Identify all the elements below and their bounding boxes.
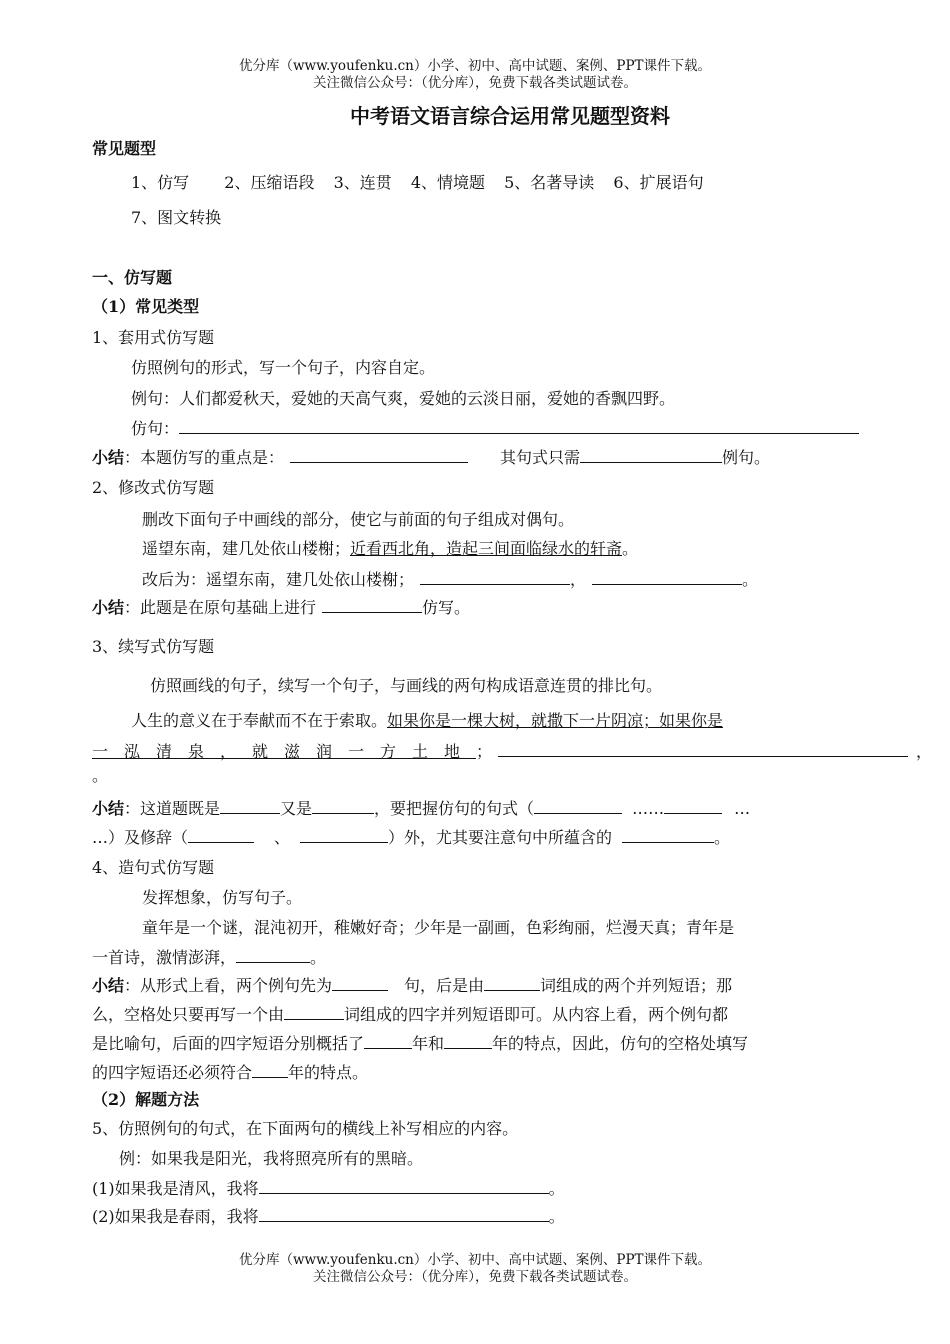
fill-blank[interactable] (284, 1003, 344, 1020)
question-text: (2)如果我是春雨，我将 (92, 1207, 259, 1226)
revised-line (142, 568, 758, 591)
answer-line (92, 1205, 565, 1228)
punctuation: ， (570, 570, 587, 589)
question-title: 2、修改式仿写题 (92, 478, 215, 497)
fill-blank[interactable] (444, 1032, 492, 1049)
fill-blank[interactable] (236, 946, 310, 963)
footer-line-2: 关注微信公众号：（优分库），免费下载各类试题试卷。 (313, 1269, 637, 1285)
header-line-1: 优分库（www.youfenku.cn）小学、初中、高中试题、案例、PPT课件下载。 (238, 58, 712, 74)
summary-text: …… (632, 799, 665, 818)
type-item: 2、压缩语段 (224, 173, 315, 192)
page-title: 中考语文语言综合运用常见题型资料 (350, 104, 670, 128)
answer-label: 仿句： (131, 419, 180, 438)
summary-label: 小结 (92, 598, 125, 617)
overview-types-row-1 (131, 172, 704, 194)
fill-blank[interactable] (322, 596, 422, 613)
fill-blank[interactable] (622, 826, 714, 843)
summary-text: ：这道题既是 (124, 799, 221, 818)
footer-line-1: 优分库（www.youfenku.cn）小学、初中、高中试题、案例、PPT课件下载。 (238, 1252, 712, 1268)
instruction: 仿照画线的句子，续写一个句子，与画线的两句构成语意连贯的排比句。 (150, 676, 663, 695)
fill-blank[interactable] (498, 740, 908, 757)
summary-line (92, 1032, 748, 1055)
fill-blank[interactable] (312, 797, 374, 814)
summary-line (92, 446, 770, 469)
header-line-2: 关注微信公众号：（优分库），免费下载各类试题试卷。 (313, 75, 637, 91)
punctuation: 。 (548, 1207, 565, 1226)
punctuation: 。 (742, 570, 759, 589)
summary-text: 词组成的四字并列短语即可。从内容上看，两个例句都 (344, 1005, 729, 1024)
instruction: 发挥想象，仿写句子。 (142, 888, 303, 907)
question-text: (1)如果我是清风，我将 (92, 1179, 259, 1198)
fill-blank[interactable] (252, 1061, 288, 1078)
summary-text: ：从形式上看，两个例句先为 (124, 976, 333, 995)
question-title: 4、造句式仿写题 (92, 858, 215, 877)
punctuation: 。 (92, 766, 109, 785)
section-heading: 一、仿写题 (92, 268, 173, 287)
instruction: 删改下面句子中画线的部分，使它与前面的句子组成对偶句。 (142, 510, 575, 529)
fill-blank[interactable] (580, 446, 722, 463)
answer-line (92, 1177, 565, 1200)
summary-text: ）外，尤其要注意句中所蕴含的 (388, 828, 613, 847)
example-sentence: 例：如果我是阳光，我将照亮所有的黑暗。 (119, 1149, 424, 1168)
sentence-text: 。 (622, 539, 639, 558)
summary-text: … (734, 799, 751, 818)
summary-text: 仿写。 (422, 598, 471, 617)
sentence-text: 遥望东南，建几处依山楼榭； (142, 539, 351, 558)
fill-blank[interactable] (188, 826, 254, 843)
type-item: 7、图文转换 (131, 208, 222, 227)
summary-text: 例句。 (722, 448, 771, 467)
answer-blank[interactable] (259, 1205, 549, 1222)
example-sentence: 例句：人们都爱秋天，爱她的天高气爽，爱她的云淡日丽，爱她的香飘四野。 (131, 389, 676, 408)
sentence-text: 人生的意义在于奉献而不在于索取。 (131, 711, 388, 730)
summary-label: 小结 (92, 799, 125, 818)
summary-text: 。 (714, 828, 731, 847)
fill-blank[interactable] (290, 446, 468, 463)
punctuation: ， (916, 742, 933, 761)
summary-text: 又是 (280, 799, 313, 818)
summary-text: …）及修辞（ (92, 828, 189, 847)
paragraph-line (92, 946, 326, 969)
punctuation: 。 (310, 948, 327, 967)
summary-text: 年的特点。 (288, 1063, 369, 1082)
summary-line (92, 974, 732, 997)
type-item: 1、仿写 (131, 173, 190, 192)
summary-label: 小结 (92, 976, 125, 995)
underlined-text: 一泓清泉，就滋润一方土地 (92, 742, 477, 761)
summary-text: ：本题仿写的重点是： (124, 448, 285, 467)
sentence-line-2 (92, 740, 933, 763)
fill-blank[interactable] (420, 568, 570, 585)
summary-text: ，要把握仿句的句式（ (374, 799, 535, 818)
summary-text: ：此题是在原句基础上进行 (124, 598, 317, 617)
answer-blank[interactable] (179, 417, 859, 434)
type-item: 4、情境题 (410, 173, 486, 192)
summary-label: 小结 (92, 448, 125, 467)
revised-label: 改后为：遥望东南，建几处依山楼榭； (142, 570, 415, 589)
subsection-heading: （2）解题方法 (92, 1090, 200, 1109)
summary-line (92, 1061, 368, 1084)
type-item: 6、扩展语句 (613, 173, 704, 192)
summary-text: 句，后是由 (404, 976, 485, 995)
summary-text: 么，空格处只要再写一个由 (92, 1005, 285, 1024)
sentence-line-1 (131, 710, 723, 732)
summary-text: 年的特点，因此，仿句的空格处填写 (492, 1034, 749, 1053)
question-title: 3、续写式仿写题 (92, 637, 215, 656)
fill-blank[interactable] (484, 974, 540, 991)
overview-heading: 常见题型 (92, 139, 157, 158)
type-item: 5、名著导读 (504, 173, 595, 192)
summary-text: 词组成的两个并列短语；那 (540, 976, 733, 995)
answer-blank[interactable] (259, 1177, 549, 1194)
fill-blank[interactable] (300, 826, 388, 843)
summary-line-cont (92, 826, 730, 849)
underlined-text: 近看西北角，造起三间面临绿水的轩斋 (350, 539, 623, 558)
type-item: 3、连贯 (333, 173, 392, 192)
summary-text: 年和 (412, 1034, 445, 1053)
punctuation: ； (476, 742, 493, 761)
question-title: 5、仿照例句的句式，在下面两句的横线上补写相应的内容。 (92, 1119, 519, 1138)
summary-text: 是比喻句，后面的四字短语分别概括了 (92, 1034, 365, 1053)
fill-blank[interactable] (592, 568, 742, 585)
sentence-text: 一首诗，激情澎湃， (92, 948, 237, 967)
summary-line (92, 1003, 728, 1026)
original-sentence (142, 538, 638, 560)
fill-blank[interactable] (220, 797, 280, 814)
summary-line (92, 797, 750, 820)
underlined-text: 如果你是一棵大树，就撒下一片阴凉；如果你是 (387, 711, 724, 730)
answer-line (131, 417, 859, 440)
fill-blank[interactable] (332, 974, 388, 991)
summary-line (92, 596, 470, 619)
summary-text: 的四字短语还必须符合 (92, 1063, 253, 1082)
punctuation: 。 (548, 1179, 565, 1198)
question-title: 1、套用式仿写题 (92, 328, 215, 347)
fill-blank[interactable] (664, 797, 722, 814)
summary-text: 其句式只需 (500, 448, 581, 467)
fill-blank[interactable] (534, 797, 622, 814)
summary-text: 、 (274, 828, 291, 847)
subsection-heading: （1）常见类型 (92, 297, 200, 316)
instruction: 仿照例句的形式，写一个句子，内容自定。 (131, 358, 436, 377)
paragraph-line: 童年是一个谜，混沌初开，稚嫩好奇；少年是一副画，色彩绚丽，烂漫天真；青年是 (142, 918, 735, 937)
fill-blank[interactable] (364, 1032, 412, 1049)
